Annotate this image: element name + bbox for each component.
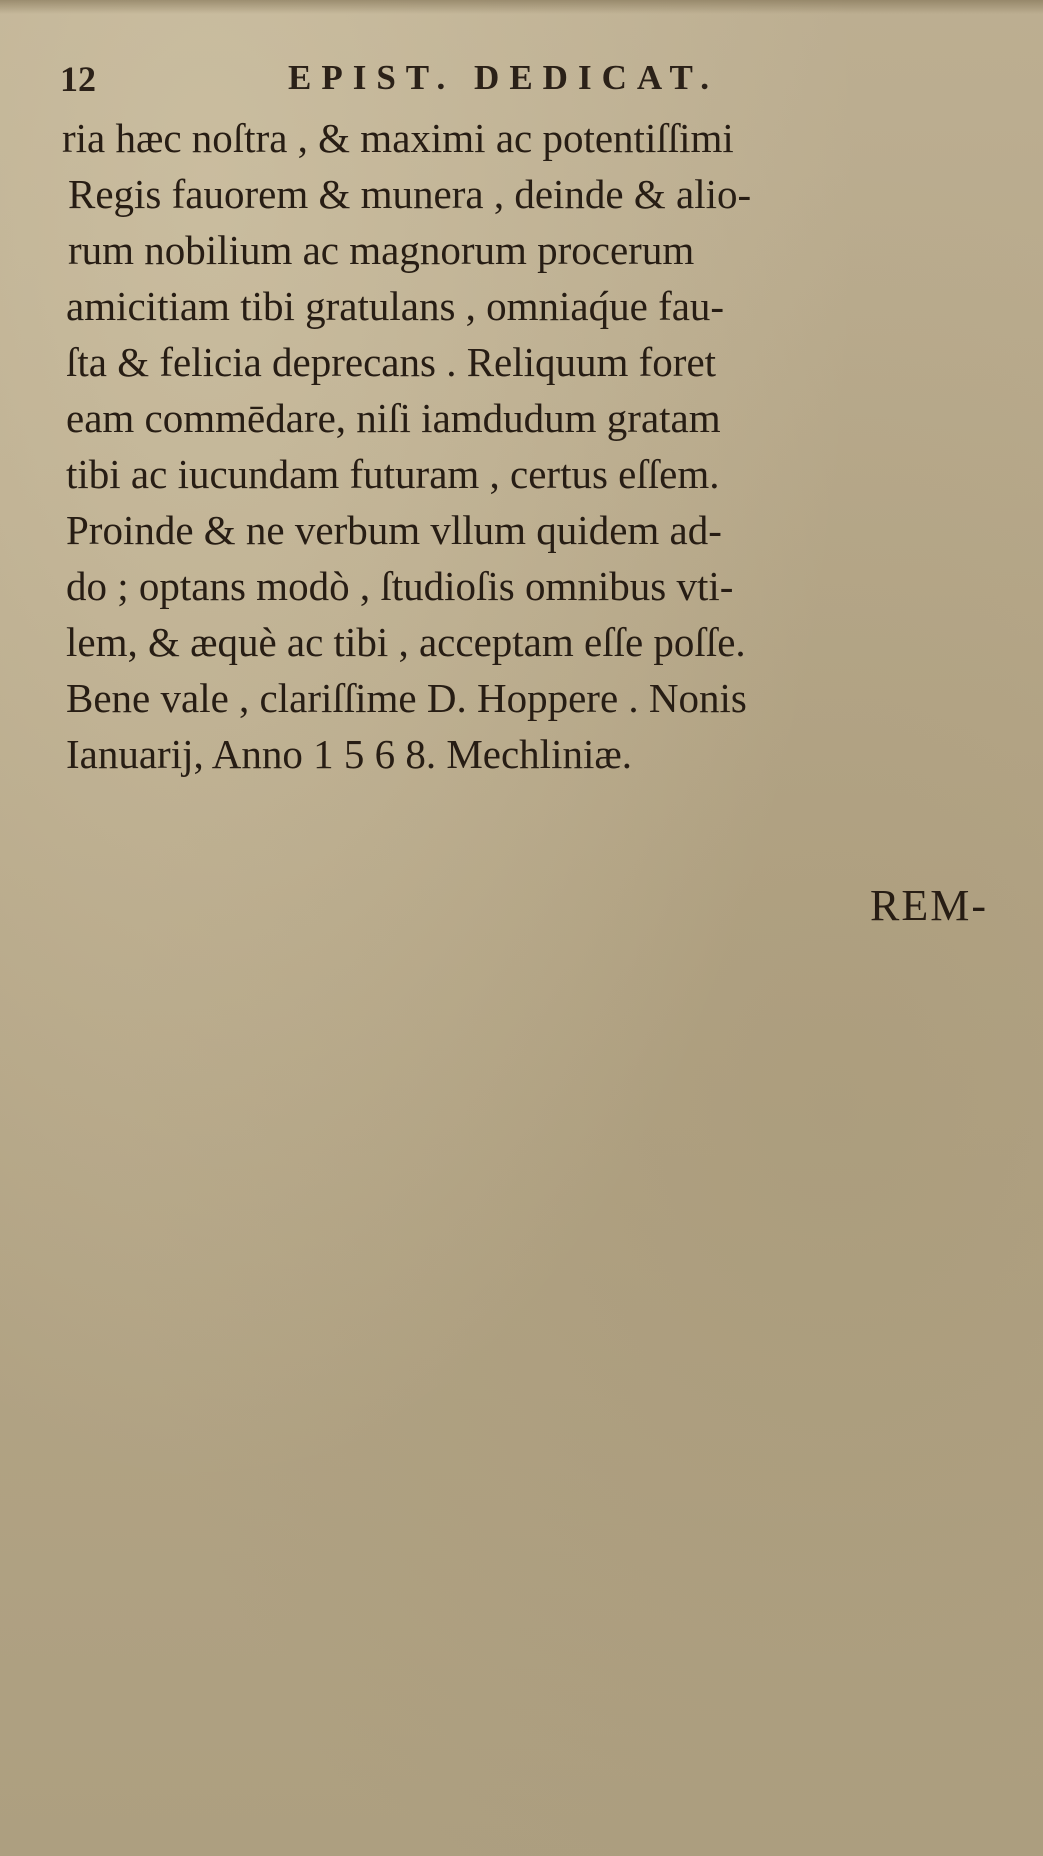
text-line: Regis fauorem & munera , deinde & alio- [68,171,752,217]
text-line: Ianuarij, Anno 1 5 6 8. Mechliniæ. [66,731,632,777]
text-line: Proinde & ne verbum vllum quidem ad- [66,507,722,553]
text-line: amicitiam tibi gratulans , omniaq́ue fau- [66,283,725,329]
text-line: eam commēdare, niſi iamdudum gratam [66,395,721,441]
text-line: ria hæc noſtra , & maximi ac potentiſſimi [62,115,734,161]
text-line: rum nobilium ac magnorum procerum [68,227,695,273]
text-line: ſta & felicia deprecans . Reliquum foret [66,339,717,385]
text-line: do ; optans modò , ſtudioſis omnibus vti- [66,563,734,609]
page-number: 12 [60,59,96,99]
text-line: Bene vale , clariſſime D. Hoppere . Nonis [66,675,747,721]
page-top-edge-shadow [0,0,1043,14]
page-header [0,58,1043,108]
show-through-from-reverse-side [70,790,990,1690]
running-head: EPIST. DEDICAT. [288,58,720,97]
text-line: tibi ac iucundam futuram , certus eſſem. [66,451,720,497]
catchword: REM- [870,881,988,930]
text-line: lem, & æquè ac tibi , acceptam eſſe poſſe. [66,619,746,665]
